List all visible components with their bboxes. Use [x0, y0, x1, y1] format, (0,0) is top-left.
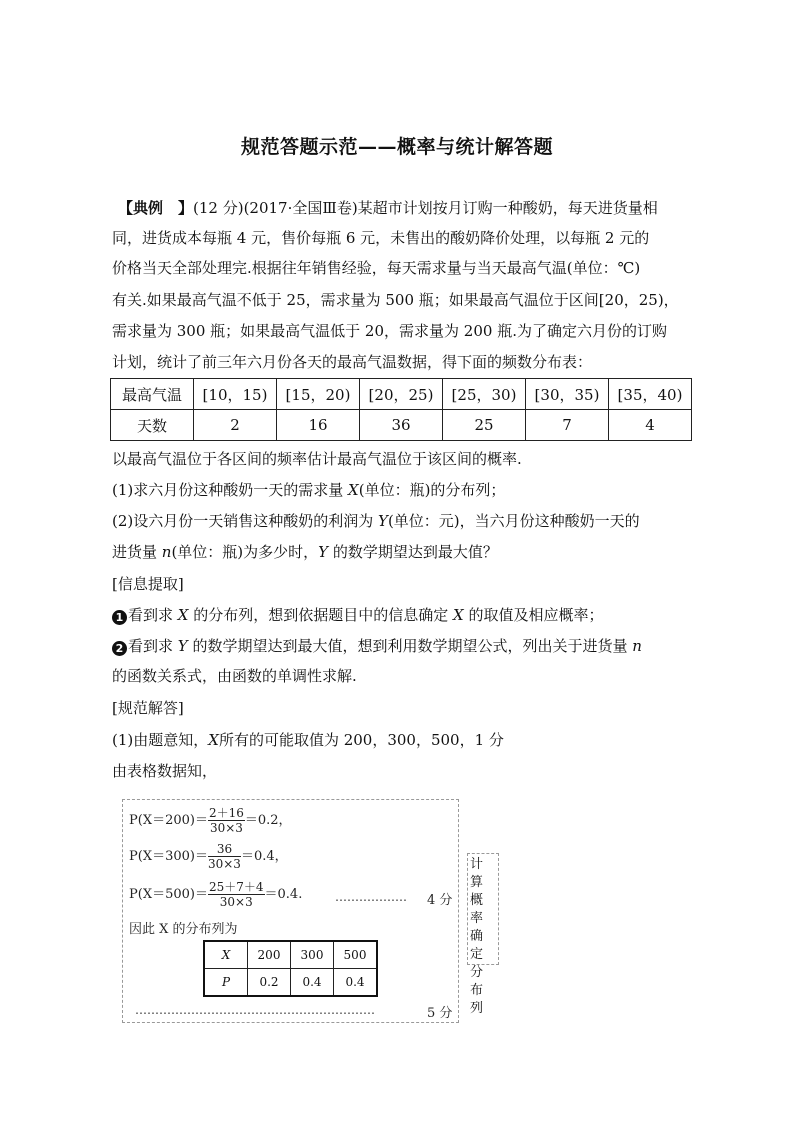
prob-300-fraction — [208, 842, 241, 871]
info1-mid: 的分布列，想到依据题目中的信息确定 — [188, 606, 454, 624]
prob-300-num: 36 — [208, 842, 241, 857]
q2b-mid: (单位：瓶)为多少时， — [171, 543, 319, 561]
question-2-line-2 — [112, 542, 498, 562]
info2-post: 的数学期望达到最大值，想到利用数学期望公式，列出关于进货量 — [187, 637, 633, 655]
dist-var-p: P — [221, 975, 231, 989]
example-line-2: 同，进货成本每瓶 4 元，售价每瓶 6 元，未售出的酸奶降价处理，以每瓶 2 元的 — [112, 229, 650, 247]
prob-300-lhs: P(X＝300)＝ — [129, 849, 208, 864]
prob-300-rhs: ＝0.4， — [240, 849, 288, 864]
score-dots-1: ……………… — [335, 890, 407, 904]
dist-data-cell — [204, 969, 248, 997]
prob-200-line — [129, 806, 292, 835]
q2-pre: (2)设六月份一天销售这种酸奶的利润为 — [112, 512, 379, 530]
info-item-1 — [112, 605, 603, 625]
q2b-var: n — [161, 543, 172, 561]
question-2-line-1 — [112, 511, 640, 531]
question-1 — [112, 480, 505, 500]
dist-header-cell — [204, 941, 248, 969]
freq-header-cell: [25，30) — [443, 379, 526, 410]
prob-300-line — [129, 842, 288, 871]
side-note: 计算概率确定分布列 — [467, 853, 499, 965]
prob-300-den: 30×3 — [207, 857, 241, 871]
dist-header-cell: 300 — [291, 941, 334, 969]
example-line-1 — [118, 198, 658, 218]
freq-header-cell: [35，40) — [609, 379, 692, 410]
freq-data-cell: 天数 — [111, 410, 194, 441]
prob-200-fraction — [208, 806, 245, 835]
distribution-data-row — [204, 969, 377, 997]
info-item-2 — [112, 636, 642, 656]
freq-header-cell: 最高气温 — [111, 379, 194, 410]
dist-data-cell: 0.4 — [291, 969, 334, 997]
dist-var-x: X — [221, 948, 231, 962]
q2-post: (单位：元)，当六月份这种酸奶一天的 — [387, 512, 640, 530]
freq-header-cell: [10，15) — [194, 379, 277, 410]
circled-number-1-icon: 1 — [112, 610, 127, 625]
dist-header-cell: 200 — [248, 941, 291, 969]
solution-line-2: 由表格数据知， — [112, 762, 218, 780]
q1-pre: (1)求六月份这种酸奶一天的需求量 — [112, 481, 349, 499]
example-label: 【典例 】 — [118, 199, 194, 217]
freq-header-cell: [30，35) — [526, 379, 609, 410]
prob-500-num: 25＋7＋4 — [208, 880, 264, 894]
prob-200-lhs: P(X＝200)＝ — [129, 813, 208, 828]
prob-200-num: 2＋16 — [208, 806, 244, 820]
score-5: 5 分 — [427, 1006, 453, 1021]
q2b-post: 的数学期望达到最大值？ — [328, 543, 498, 561]
distribution-table — [203, 940, 378, 997]
info1-post: 的取值及相应概率； — [463, 606, 604, 624]
info1-var2: X — [453, 606, 464, 624]
solution-line-1 — [112, 730, 504, 750]
example-line-4: 有关.如果最高气温不低于 25，需求量为 500 瓶；如果最高气温位于区间[20，25)， — [112, 291, 679, 309]
info2-pre: 看到求 — [128, 637, 178, 655]
freq-header-cell: [20，25) — [360, 379, 443, 410]
q1-post: (单位：瓶)的分布列； — [358, 481, 506, 499]
prob-500-den: 30×3 — [219, 895, 253, 909]
frequency-table-data-row — [111, 410, 692, 441]
freq-data-cell: 4 — [609, 410, 692, 441]
distribution-header-row — [204, 941, 377, 969]
score-dots-2: …………………………………………………… — [135, 1003, 375, 1017]
prob-500-line — [129, 880, 302, 909]
info-item-2-cont: 的函数关系式，由函数的单调性求解. — [112, 667, 357, 685]
q2b-pre: 进货量 — [112, 543, 162, 561]
frequency-table — [110, 378, 692, 441]
solution-heading: [规范解答] — [112, 699, 184, 717]
dist-data-cell: 0.2 — [248, 969, 291, 997]
info-heading: [信息提取] — [112, 575, 184, 593]
info1-pre: 看到求 — [128, 606, 178, 624]
example-line-5: 需求量为 300 瓶；如果最高气温低于 20，需求量为 200 瓶.为了确定六月份的订购 — [112, 322, 667, 340]
q1-var: X — [348, 481, 359, 499]
frequency-table-header-row — [111, 379, 692, 410]
freq-data-cell: 7 — [526, 410, 609, 441]
prob-500-rhs: ＝0.4. — [264, 887, 303, 902]
prob-200-rhs: ＝0.2， — [244, 813, 292, 828]
example-text-1: (12 分)(2017·全国Ⅲ卷)某超市计划按月订购一种酸奶，每天进货量相 — [193, 199, 658, 217]
example-line-3: 价格当天全部处理完.根据往年销售经验，每天需求量与当天最高气温(单位：℃) — [112, 259, 641, 277]
info1-var: X — [177, 606, 189, 624]
sol1-pre: (1)由题意知， — [112, 731, 209, 749]
freq-data-cell: 36 — [360, 410, 443, 441]
example-line-6: 计划，统计了前三年六月份各天的最高气温数据，得下面的频数分布表： — [112, 353, 593, 371]
prob-500-lhs: P(X＝500)＝ — [129, 887, 208, 902]
info2-var2: n — [632, 637, 642, 655]
freq-data-cell: 25 — [443, 410, 526, 441]
solution-box — [122, 799, 459, 1023]
q2b-var2: Y — [318, 543, 329, 561]
q2-var: Y — [378, 512, 388, 530]
score-4: 4 分 — [427, 893, 453, 908]
sol1-var: X — [208, 731, 219, 749]
info2-var: Y — [177, 637, 188, 655]
sol1-post: 所有的可能取值为 200，300，500，1 分 — [218, 731, 504, 749]
after-table-text: 以最高气温位于各区间的频率估计最高气温位于该区间的概率. — [112, 450, 522, 468]
dist-data-cell: 0.4 — [334, 969, 378, 997]
freq-header-cell: [15，20) — [277, 379, 360, 410]
circled-number-2-icon: 2 — [112, 641, 127, 656]
freq-data-cell: 16 — [277, 410, 360, 441]
prob-200-den: 30×3 — [209, 821, 243, 835]
prob-500-fraction — [208, 880, 265, 909]
distribution-intro: 因此 X 的分布列为 — [129, 922, 238, 937]
freq-data-cell: 2 — [194, 410, 277, 441]
dist-header-cell: 500 — [334, 941, 378, 969]
page-title: 规范答题示范——概率与统计解答题 — [240, 136, 553, 158]
